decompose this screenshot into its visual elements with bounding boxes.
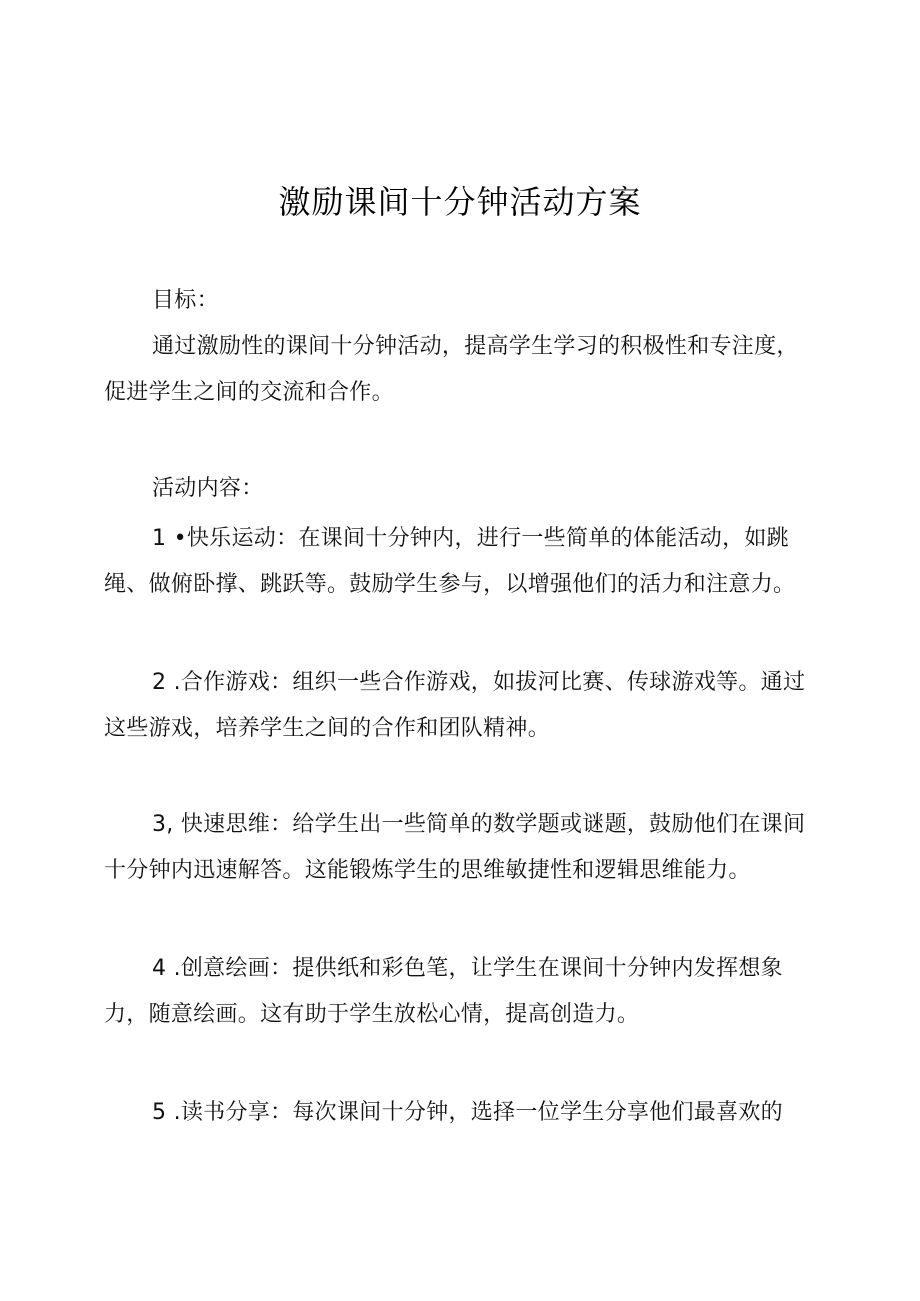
activity-item-4: 4 .创意绘画：提供纸和彩色笔，让学生在课间十分钟内发挥想象力，随意绘画。这有助于学生放松心情，提高创造力。	[104, 956, 783, 1027]
activity-item-3: 3, 快速思维：给学生出一些简单的数学题或谜题，鼓励他们在课间十分钟内迅速解答。这能锻炼学生的思维敏捷性和逻辑思维能力。	[104, 812, 806, 883]
activity-item-5: 5 .读书分享：每次课间十分钟，选择一位学生分享他们最喜欢的	[152, 1100, 783, 1125]
goal-text: 通过激励性的课间十分钟活动，提高学生学习的积极性和专注度，促进学生之间的交流和合作。	[104, 334, 799, 405]
activity-item-2: 2 .合作游戏：组织一些合作游戏，如拔河比赛、传球游戏等。通过这些游戏，培养学生之间的合作和团队精神。	[104, 670, 806, 741]
activity-item-1: 1 •快乐运动：在课间十分钟内，进行一些简单的体能活动，如跳绳、做俯卧撑、跳跃等。鼓励学生参与，以增强他们的活力和注意力。	[104, 526, 796, 597]
goal-label: 目标：	[152, 288, 219, 313]
page-title: 激励课间十分钟活动方案	[278, 183, 642, 221]
activities-label: 活动内容：	[152, 476, 264, 501]
